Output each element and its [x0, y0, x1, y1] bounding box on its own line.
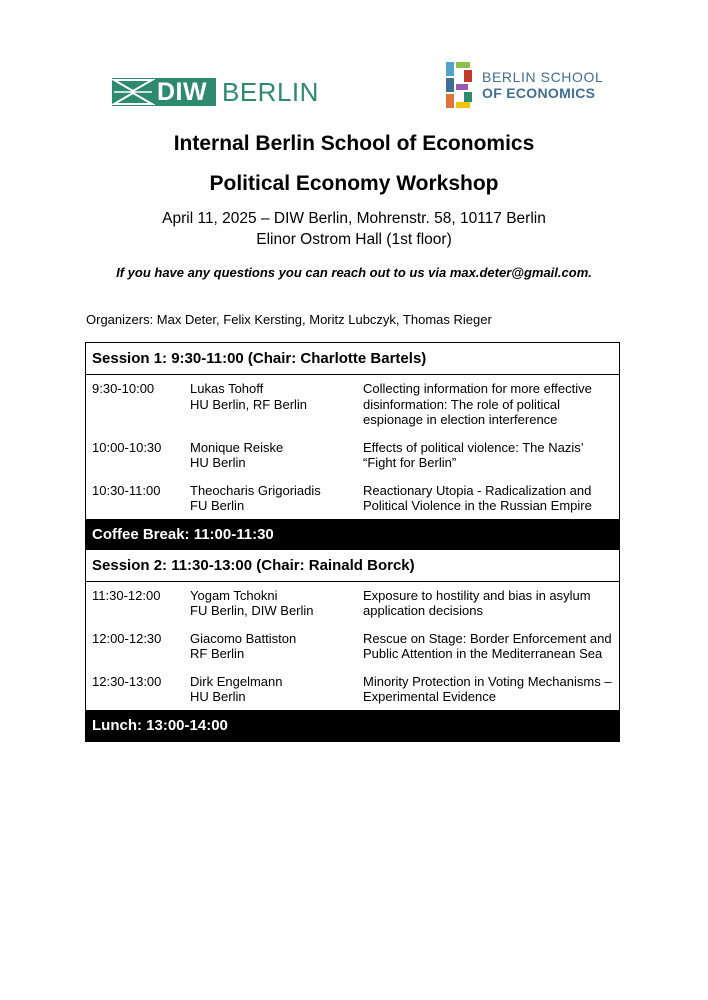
talk-speaker: Theocharis Grigoriadis: [190, 482, 321, 498]
date-location: April 11, 2025 – DIW Berlin, Mohrenstr. 58, 10117 Berlin: [162, 210, 546, 227]
bse-logo-line1: BERLIN SCHOOL: [482, 69, 604, 85]
talk-title: Reactionary Utopia - Radicalization and Political Violence in the Russian Empire: [363, 482, 592, 513]
talk-speaker-block: [190, 631, 363, 662]
talk-speaker: Giacomo Battiston: [190, 630, 297, 646]
talk-speaker-block: [190, 588, 363, 619]
talk-title: Effects of political violence: The Nazis’ “Fight for Berlin”: [363, 439, 584, 470]
diw-logo-text: DIW: [157, 78, 208, 106]
page-subtitle: Political Economy Workshop: [209, 172, 499, 195]
talk-time: 9:30-10:00: [92, 381, 155, 396]
talk-affiliation: HU Berlin: [190, 689, 246, 704]
talk-speaker-block: [190, 440, 363, 471]
talk-affiliation: FU Berlin: [190, 498, 245, 513]
talk-speaker-block: [190, 483, 363, 514]
program-table: [85, 342, 620, 742]
talk-time: 10:30-11:00: [92, 482, 161, 498]
talk-speaker: Monique Reiske: [190, 439, 284, 455]
talk-row: [86, 381, 619, 428]
talk-affiliation: HU Berlin, RF Berlin: [190, 396, 308, 412]
talk-time: 12:30-13:00: [92, 673, 162, 689]
session-1-heading: Session 1: 9:30-11:00 (Chair: Charlotte Bartels): [86, 343, 619, 375]
talk-row: [86, 588, 619, 619]
contact-note: If you have any questions you can reach out to us via max.deter@gmail.com.: [116, 265, 592, 280]
talk-affiliation: FU Berlin, DIW Berlin: [190, 603, 314, 618]
coffee-break-bar: Coffee Break: 11:00-11:30: [86, 519, 619, 550]
talk-row: [86, 440, 619, 471]
lunch-bar: Lunch: 13:00-14:00: [86, 710, 619, 741]
talk-title: Rescue on Stage: Border Enforcement and Public Attention in the Mediterranean Sea: [363, 630, 612, 661]
diw-logo-city: BERLIN: [222, 77, 319, 107]
room: Elinor Ostrom Hall (1st floor): [256, 231, 452, 248]
diw-berlin-logo: [112, 78, 319, 106]
talk-time: 10:00-10:30: [92, 439, 162, 455]
talk-title: Minority Protection in Voting Mechanisms – Experimental Evidence: [363, 673, 612, 704]
talk-time: 12:00-12:30: [92, 630, 162, 646]
talk-speaker: Lukas Tohoff: [190, 381, 264, 396]
talk-row: [86, 483, 619, 514]
talk-affiliation: HU Berlin: [190, 455, 246, 470]
talk-title: Exposure to hostility and bias in asylum application decisions: [363, 587, 591, 618]
talk-row: [86, 631, 619, 662]
talk-speaker: Yogam Tchokni: [190, 587, 278, 603]
talk-title: Collecting information for more effective disinformation: The role of political espionage in election interference: [363, 381, 592, 427]
bse-logo-mark-icon: [446, 62, 474, 108]
bse-logo-line2: OF ECONOMICS: [482, 85, 596, 101]
talk-time: 11:30-12:00: [92, 587, 161, 603]
talk-affiliation: RF Berlin: [190, 646, 245, 661]
session-1-talks: [86, 375, 619, 519]
talk-row: [86, 674, 619, 705]
talk-speaker-block: [190, 674, 363, 705]
organizers: Organizers: Max Deter, Felix Kersting, Moritz Lubczyk, Thomas Rieger: [86, 312, 492, 327]
bse-logo: [446, 62, 603, 108]
session-2-heading: Session 2: 11:30-13:00 (Chair: Rainald Borck): [86, 550, 619, 582]
session-2-talks: [86, 582, 619, 710]
talk-speaker-block: [190, 381, 363, 428]
page-title: Internal Berlin School of Economics: [173, 132, 535, 155]
talk-speaker: Dirk Engelmann: [190, 673, 283, 689]
